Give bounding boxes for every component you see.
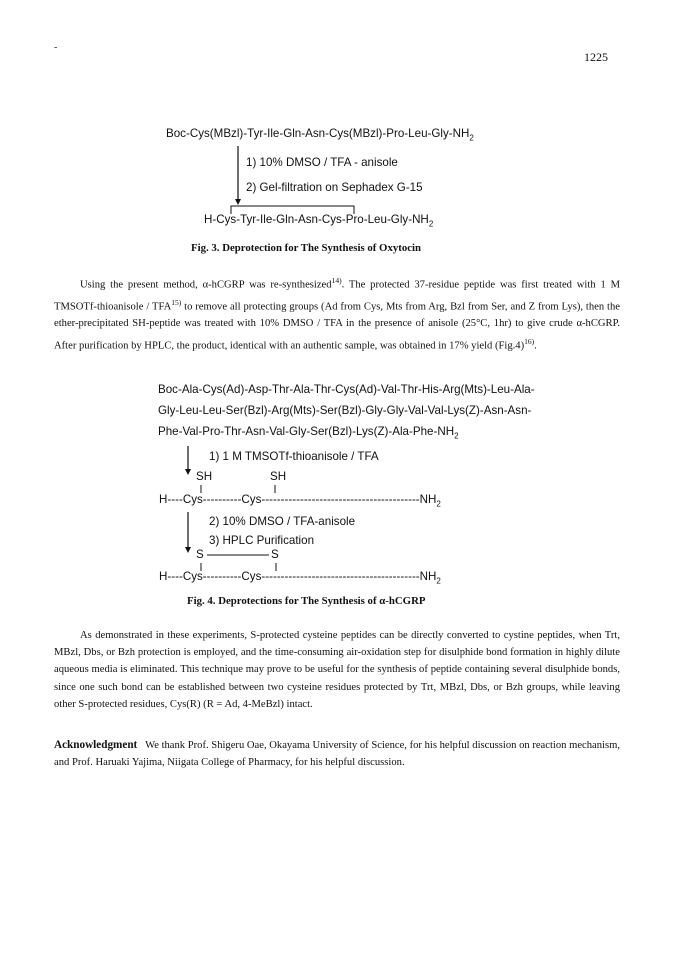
fig3-step-2: 2) Gel-filtration on Sephadex G-15 xyxy=(246,181,423,194)
page-number: 1225 xyxy=(584,50,608,64)
fig4-peptide-line-2: Gly-Leu-Leu-Ser(Bzl)-Arg(Mts)-Ser(Bzl)-Gly-Gly-Val-Val-Lys(Z)-Asn-Asn- xyxy=(158,404,532,417)
fig3-step-1: 1) 10% DMSO / TFA - anisole xyxy=(246,156,398,169)
fig4-sh-label-2: SH xyxy=(270,470,287,483)
acknowledgment-text: We thank Prof. Shigeru Oae, Okayama University of Science, for his helpful discussion on reaction mechanism, and Prof. Haruaki Yajima, Niigata College of Pharmacy, for his helpful discussion. xyxy=(54,740,620,769)
fig4-step-2: 2) 10% DMSO / TFA-anisole xyxy=(209,515,356,528)
paragraph-2: As demonstrated in these experiments, S-protected cysteine peptides can be directly converted to cystine peptides, when Trt, MBzl, Dbs, or Bzh protection is employed, and the time-consuming air-oxidation step for disulphide bond formation in highly dilute aqueous media is eliminated. This technique may prove to be useful for the synthesis of peptide containing several disulphide bonds, since one such bond can be established between two cysteine residues protected by Trt, MBzl, Dbs, or Bzh groups, while leaving other S-protected residues, Cys(R) (R = Ad, 4-MeBzl) intact. xyxy=(54,630,620,710)
fig3-product-peptide: $H-Cys-Tyr-Ile-Gln-Asn-Cys-Pro-Leu-Gly-NH_2$ xyxy=(204,213,434,229)
fig4-step-1: 1) 1 M TMSOTf-thioanisole / TFA xyxy=(209,450,379,463)
fig4-intermediate-peptide: $H----Cys----------Cys-----------------------------------------NH_2$ xyxy=(159,493,441,509)
page-mark: - xyxy=(54,42,58,53)
fig4-step-3: 3) HPLC Purification xyxy=(209,534,315,547)
acknowledgment-heading: Acknowledgment xyxy=(54,739,138,751)
fig4-sulfur-label-2: S xyxy=(271,548,279,561)
fig4-caption: Fig. 4. Deprotections for The Synthesis of α-hCGRP xyxy=(187,595,426,607)
fig4-peptide-line-3: Phe-$Val-Pro-Thr-Asn-Val-Gly-Ser(Bzl)-Lys(Z)-Ala-Phe-NH_2$ xyxy=(158,425,459,441)
fig4-final-peptide: $H----Cys----------Cys-----------------------------------------NH_2$ xyxy=(159,570,441,586)
fig4-sulfur-label-1: S xyxy=(196,548,204,561)
acknowledgment xyxy=(54,737,620,771)
fig4-sh-label-1: SH xyxy=(196,470,213,483)
fig3-starting-peptide: Boc-$Cys(MBzl)-Tyr-Ile-Gln-Asn-Cys(MBzl)-Pro-Leu-Gly-NH_2$ xyxy=(166,127,474,143)
fig3-caption: Fig. 3. Deprotection for The Synthesis of Oxytocin xyxy=(191,242,422,254)
fig4-peptide-line-1: Boc-Ala-Cys(Ad)-Asp-Thr-Ala-Thr-Cys(Ad)-Val-Thr-His-Arg(Mts)-Leu-Ala- xyxy=(158,383,535,396)
paragraph-1: Using the present method, α-hCGRP was re-synthesized$^{14)}$. The protected 37-residue peptide was first treated with 1 M TMSOTf-thioanisole / TFA$^{15)}$ to remove all protecting groups (Ad from Cys, Mts from Arg, Bzl from Ser, and Z from Lys), then the ether-precipitated SH-peptide was treated with 10% DMSO / TFA in the presence of anisole (25°C, 1hr) to give crude α-hCGRP. After purification by HPLC, the product, identical with an authentic sample, was obtained in 17% yield $(Fig.4)^{16)}$. xyxy=(54,276,620,352)
